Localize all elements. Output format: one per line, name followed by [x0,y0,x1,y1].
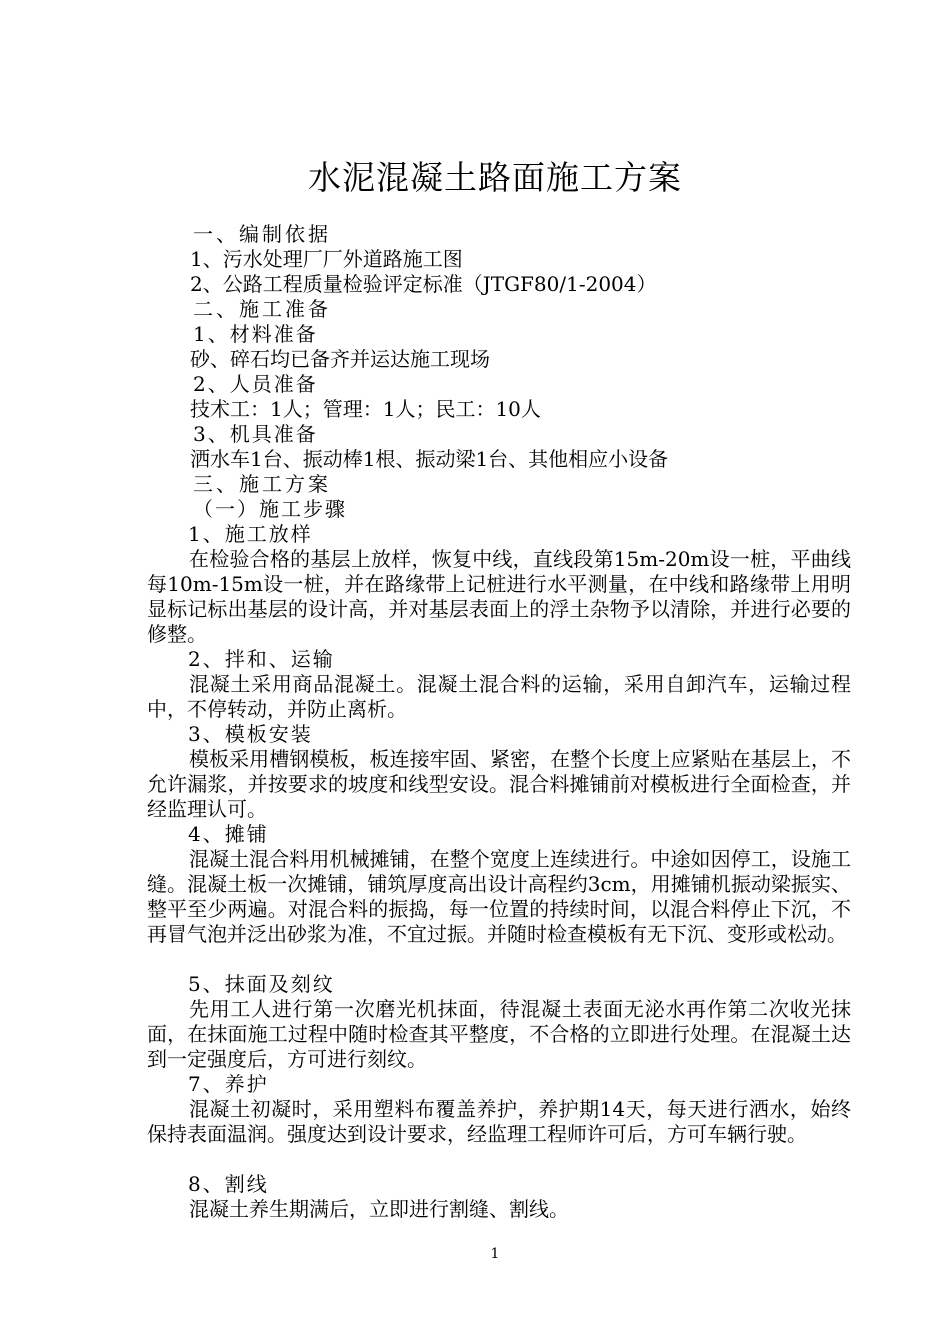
prep-text-equipment: 洒水车1台、振动棒1根、振动梁1台、其他相应小设备 [190,447,669,471]
prep-text-materials: 砂、碎石均已备齐并运达施工现场 [190,347,490,371]
step-heading: 5、抹面及刻纹 [188,972,335,996]
basis-item-2: 2、公路工程质量检验评定标准（JTGF80/1-2004） [190,272,657,296]
document-title: 水泥混凝土路面施工方案 [308,158,682,197]
step-paragraph: 混凝土采用商品混凝土。混凝土混合料的运输，采用自卸汽车，运输过程中，不停转动，并防止离析。 [147,672,851,721]
section-heading-basis: 一、编制依据 [193,222,331,246]
section-heading-plan: 三、施工方案 [193,472,331,496]
step-heading: 1、施工放样 [188,522,313,546]
step-heading: 8、割线 [188,1172,269,1196]
step-heading: 7、养护 [188,1072,269,1096]
step-heading: 3、模板安装 [188,722,313,746]
page-number: 1 [490,1246,500,1262]
section-heading-preparation: 二、施工准备 [193,297,331,321]
prep-heading-equipment: 3、机具准备 [193,422,318,446]
prep-heading-personnel: 2、人员准备 [193,372,318,396]
step-paragraph: 模板采用槽钢模板，板连接牢固、紧密，在整个长度上应紧贴在基层上，不允许漏浆，并按要求的坡度和线型安设。混合料摊铺前对模板进行全面检查，并经监理认可。 [147,747,851,821]
step-paragraph: 混凝土初凝时，采用塑料布覆盖养护，养护期14天，每天进行洒水，始终保持表面温润。强度达到设计要求，经监理工程师许可后，方可车辆行驶。 [147,1097,851,1146]
basis-item-1: 1、污水处理厂厂外道路施工图 [190,247,463,271]
step-paragraph: 混凝土养生期满后，立即进行割缝、割线。 [189,1197,569,1221]
step-heading: 4、摊铺 [188,822,269,846]
plan-subheading-steps: （一）施工步骤 [193,497,347,521]
step-paragraph: 混凝土混合料用机械摊铺，在整个宽度上连续进行。中途如因停工，设施工缝。混凝土板一次摊铺，铺筑厚度高出设计高程约3cm，用摊铺机振动梁振实、整平至少两遍。对混合料的振捣，每一位置的持续时间，以混合料停止下沉，不再冒气泡并泛出砂浆为准，不宜过振。并随时检查模板有无下沉、变形或松动。 [147,847,851,946]
step-paragraph: 在检验合格的基层上放样，恢复中线，直线段第15m-20m设一桩，平曲线每10m-15m设一桩，并在路缘带上记桩进行水平测量，在中线和路缘带上用明显标记标出基层的设计高，并对基层表面上的浮土杂物予以清除，并进行必要的修整。 [147,547,851,646]
prep-text-personnel: 技术工：1人；管理：1人；民工：10人 [190,397,541,421]
step-paragraph: 先用工人进行第一次磨光机抹面，待混凝土表面无泌水再作第二次收光抹面，在抹面施工过程中随时检查其平整度，不合格的立即进行处理。在混凝土达到一定强度后，方可进行刻纹。 [147,997,851,1071]
step-heading: 2、拌和、运输 [188,647,335,671]
prep-heading-materials: 1、材料准备 [193,322,318,346]
